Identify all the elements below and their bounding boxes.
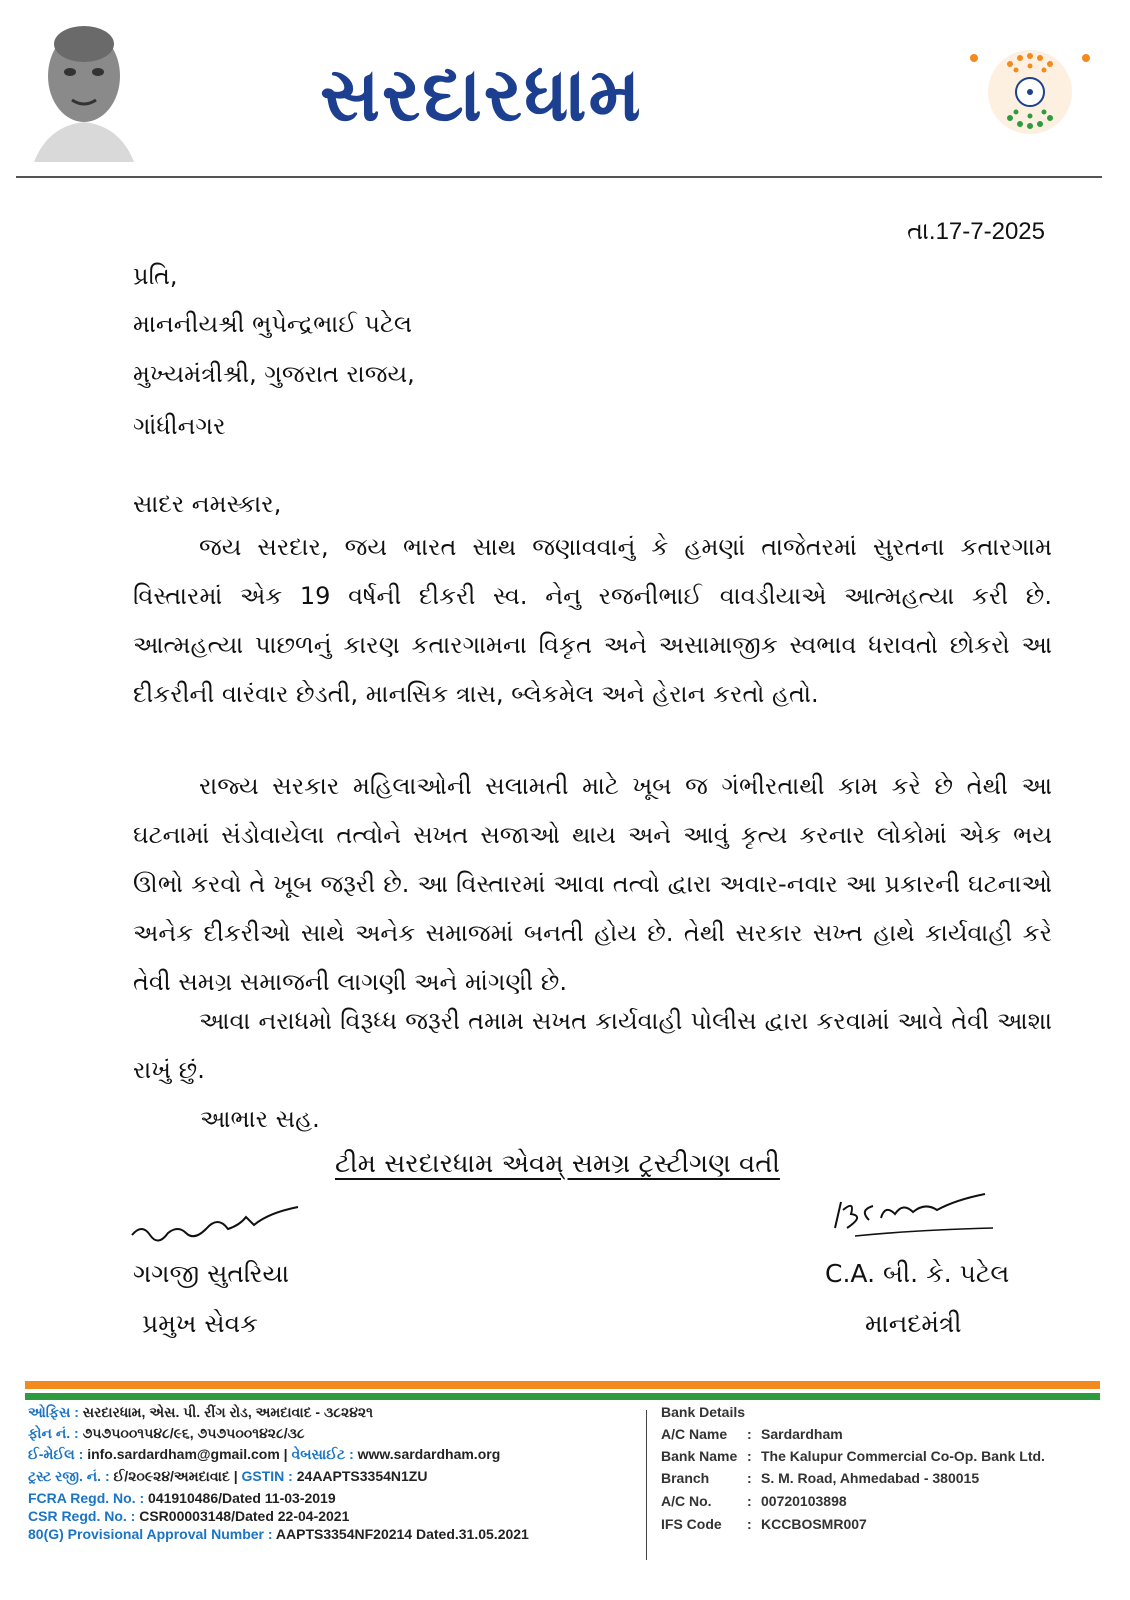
bank-row-branch: Branch : S. M. Road, Ahmedabad - 380015	[661, 1470, 980, 1486]
email-link[interactable]: info.sardardham@gmail.com |	[87, 1446, 288, 1462]
recipient-office: મુખ્યમંત્રીશ્રી, ગુજરાત રાજય,	[133, 360, 415, 388]
right-signature	[825, 1180, 1015, 1250]
brand-wordmark: સરદારધામ	[320, 52, 643, 138]
right-signatory-title: માનદમંત્રી	[865, 1309, 962, 1338]
footer-trust-gstin-line: ટ્રસ્ટ રજી. નં. : ઈ/૨૦૯૨૪/અમદાવાદ | GSTIN : 24AAPTS3354N1ZU	[28, 1468, 428, 1484]
team-signoff: ટીમ સરદારધામ એવમ્ સમગ્ર ટ્રસ્ટીગણ વતી	[335, 1149, 780, 1179]
body-paragraph: રાજ્ય સરકાર મહિલાઓની સલામતી માટે ખૂબ જ ગંભીરતાથી કામ કરે છે તેથી આ ઘટનામાં સંડોવાયેલા તત્વોને સખત સજાઓ થાય અને આવું કૃત્ય કરનાર લોકોમાં એક ભય ઊભો કરવો તે ખૂબ જરૂરી છે. આ વિસ્તારમાં આવા તત્વો દ્વારા અવાર-નવાર આ પ્રકારની ઘટનાઓ અનેક દીકરીઓ સાથે અનેક સમાજમાં બનતી હોય છે. તેથી સરકાર સખ્ત હાથે કાર્યવાહી કરે તેવી સમગ્ર સમાજની લાગણી અને માંગણી છે.	[133, 772, 1052, 996]
portrait-icon	[28, 14, 140, 162]
tricolor-green-band	[25, 1393, 1100, 1400]
recipient-name: માનનીયશ્રી ભુપેન્દ્રભાઈ પટેલ	[133, 310, 413, 338]
bank-row-ac-name: A/C Name : Sardardham	[661, 1426, 843, 1442]
footer-80g-line: 80(G) Provisional Approval Number : AAPTS3354NF20214 Dated.31.05.2021	[28, 1526, 529, 1542]
footer-fcra-line: FCRA Regd. No. : 041910486/Dated 11-03-2019	[28, 1490, 336, 1506]
body-paragraph: જય સરદાર, જય ભારત સાથ જણાવવાનું કે હમણાં તાજેતરમાં સુરતના કતારગામ વિસ્તારમાં એક 19 વર્ષની દીકરી સ્વ. નેનુ રજનીભાઈ વાવડીયાએ આત્મહત્યા કરી છે. આત્મહત્યા પાછળનું કારણ કતારગામના વિકૃત અને અસામાજીક સ્વભાવ ધરાવતો છોકરો આ દીકરીની વારંવાર છેડતી, માનસિક ત્રાસ, બ્લેકમેલ અને હેરાન કરતો હતો.	[133, 533, 1052, 708]
left-signatory-title: પ્રમુખ સેવક	[142, 1309, 258, 1338]
letter-date: તા.17-7-2025	[907, 218, 1045, 245]
bank-row-ifsc: IFS Code : KCCBOSMR007	[661, 1516, 867, 1532]
bank-row-colon: :	[747, 1516, 752, 1532]
bank-row-colon: :	[747, 1470, 752, 1486]
recipient-city: ગાંધીનગર	[133, 412, 226, 440]
bank-row-colon: :	[747, 1448, 752, 1464]
footer-office-line: ઓફિસ : સરદારધામ, એસ. પી. રીંગ રોડ, અમદાવાદ - ૩૮૨૪૨૧	[28, 1404, 373, 1420]
bank-row-colon: :	[747, 1493, 752, 1509]
left-signatory-name: ગગજી સુતરિયા	[133, 1259, 290, 1288]
left-signature	[128, 1195, 308, 1255]
footer-csr-line: CSR Regd. No. : CSR00003148/Dated 22-04-2021	[28, 1508, 350, 1524]
footer-email-web-line: ઈ-મેઈલ : info.sardardham@gmail.com | વેબસાઈટ : www.sardardham.org	[28, 1446, 501, 1462]
footer-divider	[646, 1410, 647, 1560]
tricolor-saffron-band	[25, 1381, 1100, 1389]
bank-row-bank-name: Bank Name : The Kalupur Commercial Co-Op. Bank Ltd.	[661, 1448, 1045, 1464]
bank-row-colon: :	[747, 1426, 752, 1442]
recipient-prefix: પ્રતિ,	[133, 262, 178, 290]
header-divider	[16, 176, 1102, 178]
website-link[interactable]: www.sardardham.org	[357, 1446, 501, 1462]
right-signatory-name: C.A. બી. કે. પટેલ	[825, 1259, 1010, 1288]
sardardham-seal-logo	[950, 12, 1110, 172]
salutation: સાદર નમસ્કાર,	[133, 490, 282, 518]
closing-line: આભાર સહ.	[200, 1105, 320, 1133]
bank-details-title: Bank Details	[661, 1404, 746, 1420]
body-paragraph: આવા નરાધમો વિરૂધ્ધ જરૂરી તમામ સખત કાર્યવાહી પોલીસ દ્વારા કરવામાં આવે તેવી આશા રાખું છું.	[133, 1007, 1052, 1084]
footer-phone-line: ફોન નં. : ૭૫૭૫૦૦૧૫૪૮/૯૬, ૭૫૭૫૦૦૧૪૨૮/૩૮	[28, 1425, 305, 1441]
bank-row-ac-no: A/C No. : 00720103898	[661, 1493, 847, 1509]
